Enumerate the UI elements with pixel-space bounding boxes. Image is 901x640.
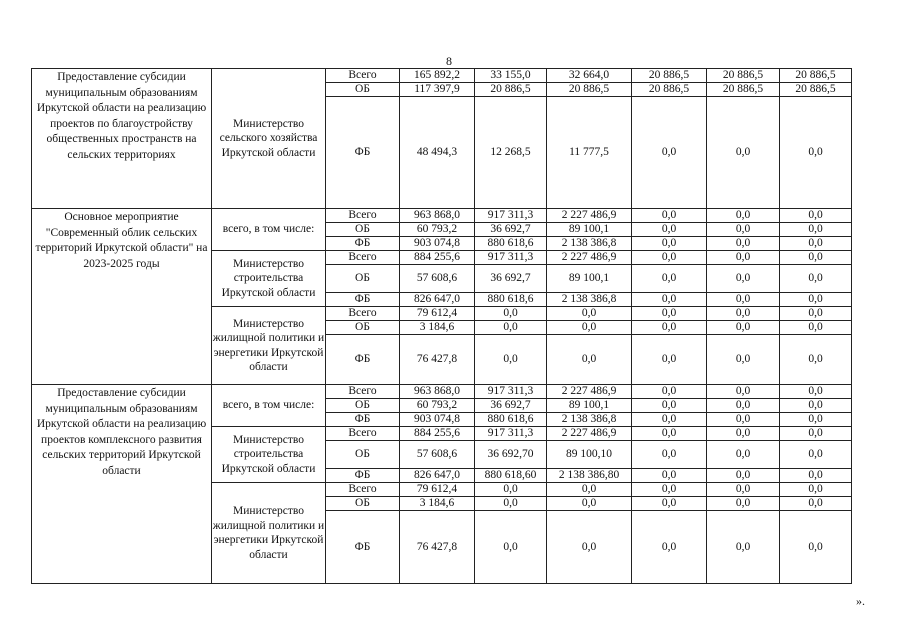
value-cell: 2 227 486,9 bbox=[547, 251, 632, 265]
value-cell: 0,0 bbox=[475, 321, 547, 335]
value-cell: 0,0 bbox=[707, 385, 780, 399]
value-cell: 0,0 bbox=[707, 335, 780, 385]
funding-source-cell: Всего bbox=[326, 427, 400, 441]
value-cell: 0,0 bbox=[780, 441, 852, 469]
funding-source-cell: ФБ bbox=[326, 469, 400, 483]
value-cell: 20 886,5 bbox=[475, 83, 547, 97]
value-cell: 917 311,3 bbox=[475, 385, 547, 399]
value-cell: 36 692,7 bbox=[475, 223, 547, 237]
value-cell: 0,0 bbox=[780, 237, 852, 251]
funding-source-cell: Всего bbox=[326, 385, 400, 399]
value-cell: 89 100,1 bbox=[547, 399, 632, 413]
value-cell: 826 647,0 bbox=[400, 293, 475, 307]
value-cell: 0,0 bbox=[632, 399, 707, 413]
value-cell: 2 227 486,9 bbox=[547, 427, 632, 441]
value-cell: 0,0 bbox=[632, 483, 707, 497]
budget-table bbox=[31, 68, 852, 584]
value-cell: 0,0 bbox=[780, 293, 852, 307]
value-cell: 20 886,5 bbox=[707, 69, 780, 83]
value-cell: 2 138 386,8 bbox=[547, 237, 632, 251]
value-cell: 165 892,2 bbox=[400, 69, 475, 83]
funding-source-cell: Всего bbox=[326, 307, 400, 321]
value-cell: 0,0 bbox=[707, 321, 780, 335]
value-cell: 0,0 bbox=[707, 251, 780, 265]
value-cell: 0,0 bbox=[547, 335, 632, 385]
value-cell: 89 100,1 bbox=[547, 223, 632, 237]
value-cell: 12 268,5 bbox=[475, 97, 547, 209]
value-cell: 0,0 bbox=[780, 385, 852, 399]
executor-cell: Министерство жилищной политики и энергетики Иркутской области bbox=[212, 307, 326, 385]
value-cell: 20 886,5 bbox=[632, 83, 707, 97]
funding-source-cell: ОБ bbox=[326, 497, 400, 511]
value-cell: 0,0 bbox=[707, 497, 780, 511]
value-cell: 2 138 386,80 bbox=[547, 469, 632, 483]
value-cell: 0,0 bbox=[707, 511, 780, 584]
value-cell: 57 608,6 bbox=[400, 265, 475, 293]
value-cell: 20 886,5 bbox=[632, 69, 707, 83]
page-number: 8 bbox=[446, 54, 452, 68]
funding-source-cell: ФБ bbox=[326, 237, 400, 251]
value-cell: 0,0 bbox=[707, 97, 780, 209]
value-cell: 79 612,4 bbox=[400, 483, 475, 497]
value-cell: 0,0 bbox=[475, 497, 547, 511]
value-cell: 0,0 bbox=[707, 223, 780, 237]
funding-source-cell: ОБ bbox=[326, 441, 400, 469]
value-cell: 903 074,8 bbox=[400, 413, 475, 427]
value-cell: 0,0 bbox=[547, 321, 632, 335]
funding-source-cell: Всего bbox=[326, 209, 400, 223]
value-cell: 36 692,70 bbox=[475, 441, 547, 469]
value-cell: 2 138 386,8 bbox=[547, 293, 632, 307]
value-cell: 2 227 486,9 bbox=[547, 209, 632, 223]
value-cell: 0,0 bbox=[707, 399, 780, 413]
value-cell: 963 868,0 bbox=[400, 385, 475, 399]
value-cell: 0,0 bbox=[632, 413, 707, 427]
value-cell: 2 138 386,8 bbox=[547, 413, 632, 427]
funding-source-cell: ОБ bbox=[326, 265, 400, 293]
table-row bbox=[32, 385, 852, 399]
value-cell: 0,0 bbox=[780, 307, 852, 321]
value-cell: 0,0 bbox=[632, 321, 707, 335]
value-cell: 0,0 bbox=[632, 511, 707, 584]
value-cell: 20 886,5 bbox=[707, 83, 780, 97]
value-cell: 20 886,5 bbox=[780, 69, 852, 83]
executor-cell: Министерство сельского хозяйства Иркутской области bbox=[212, 69, 326, 209]
value-cell: 0,0 bbox=[632, 209, 707, 223]
funding-source-cell: ОБ bbox=[326, 83, 400, 97]
value-cell: 0,0 bbox=[707, 293, 780, 307]
value-cell: 917 311,3 bbox=[475, 427, 547, 441]
value-cell: 0,0 bbox=[632, 427, 707, 441]
value-cell: 0,0 bbox=[780, 97, 852, 209]
value-cell: 0,0 bbox=[780, 209, 852, 223]
value-cell: 0,0 bbox=[707, 469, 780, 483]
value-cell: 0,0 bbox=[780, 413, 852, 427]
value-cell: 0,0 bbox=[780, 483, 852, 497]
value-cell: 0,0 bbox=[707, 413, 780, 427]
value-cell: 89 100,10 bbox=[547, 441, 632, 469]
value-cell: 60 793,2 bbox=[400, 223, 475, 237]
value-cell: 20 886,5 bbox=[780, 83, 852, 97]
value-cell: 79 612,4 bbox=[400, 307, 475, 321]
program-name-cell: Основное мероприятие "Современный облик сельских территорий Иркутской области" на 2023-2025 годы bbox=[32, 209, 212, 385]
value-cell: 0,0 bbox=[632, 307, 707, 321]
value-cell: 0,0 bbox=[632, 497, 707, 511]
value-cell: 0,0 bbox=[780, 427, 852, 441]
value-cell: 0,0 bbox=[632, 293, 707, 307]
value-cell: 0,0 bbox=[707, 209, 780, 223]
value-cell: 33 155,0 bbox=[475, 69, 547, 83]
value-cell: 48 494,3 bbox=[400, 97, 475, 209]
value-cell: 880 618,6 bbox=[475, 293, 547, 307]
value-cell: 0,0 bbox=[780, 321, 852, 335]
value-cell: 0,0 bbox=[632, 335, 707, 385]
value-cell: 0,0 bbox=[780, 335, 852, 385]
executor-cell: Министерство строительства Иркутской области bbox=[212, 251, 326, 307]
value-cell: 0,0 bbox=[707, 237, 780, 251]
value-cell: 880 618,60 bbox=[475, 469, 547, 483]
value-cell: 884 255,6 bbox=[400, 251, 475, 265]
executor-cell: Министерство строительства Иркутской области bbox=[212, 427, 326, 483]
value-cell: 826 647,0 bbox=[400, 469, 475, 483]
value-cell: 0,0 bbox=[632, 237, 707, 251]
closing-quote: ». bbox=[856, 594, 865, 608]
value-cell: 2 227 486,9 bbox=[547, 385, 632, 399]
value-cell: 36 692,7 bbox=[475, 265, 547, 293]
value-cell: 0,0 bbox=[547, 497, 632, 511]
value-cell: 36 692,7 bbox=[475, 399, 547, 413]
funding-source-cell: ФБ bbox=[326, 511, 400, 584]
executor-cell: Министерство жилищной политики и энергетики Иркутской области bbox=[212, 483, 326, 584]
value-cell: 0,0 bbox=[780, 265, 852, 293]
value-cell: 0,0 bbox=[780, 469, 852, 483]
value-cell: 0,0 bbox=[780, 497, 852, 511]
value-cell: 917 311,3 bbox=[475, 209, 547, 223]
funding-source-cell: ФБ bbox=[326, 293, 400, 307]
value-cell: 0,0 bbox=[780, 511, 852, 584]
value-cell: 0,0 bbox=[632, 265, 707, 293]
table-row bbox=[32, 209, 852, 223]
value-cell: 917 311,3 bbox=[475, 251, 547, 265]
program-name-cell: Предоставление субсидии муниципальным образованиям Иркутской области на реализацию проектов комплексного развития сельских территорий Иркутской области bbox=[32, 385, 212, 584]
funding-source-cell: Всего bbox=[326, 69, 400, 83]
value-cell: 0,0 bbox=[475, 511, 547, 584]
value-cell: 0,0 bbox=[707, 483, 780, 497]
value-cell: 0,0 bbox=[547, 483, 632, 497]
value-cell: 57 608,6 bbox=[400, 441, 475, 469]
value-cell: 903 074,8 bbox=[400, 237, 475, 251]
program-name-cell: Предоставление субсидии муниципальным образованиям Иркутской области на реализацию проектов по благоустройству общественных пространств на сельских территориях bbox=[32, 69, 212, 209]
value-cell: 11 777,5 bbox=[547, 97, 632, 209]
value-cell: 0,0 bbox=[475, 335, 547, 385]
value-cell: 0,0 bbox=[707, 307, 780, 321]
value-cell: 32 664,0 bbox=[547, 69, 632, 83]
value-cell: 0,0 bbox=[780, 251, 852, 265]
value-cell: 880 618,6 bbox=[475, 237, 547, 251]
value-cell: 0,0 bbox=[780, 223, 852, 237]
value-cell: 60 793,2 bbox=[400, 399, 475, 413]
funding-source-cell: ФБ bbox=[326, 413, 400, 427]
value-cell: 117 397,9 bbox=[400, 83, 475, 97]
funding-source-cell: ОБ bbox=[326, 399, 400, 413]
value-cell: 0,0 bbox=[475, 483, 547, 497]
value-cell: 0,0 bbox=[780, 399, 852, 413]
funding-source-cell: ОБ bbox=[326, 321, 400, 335]
value-cell: 3 184,6 bbox=[400, 321, 475, 335]
value-cell: 0,0 bbox=[632, 385, 707, 399]
value-cell: 0,0 bbox=[632, 441, 707, 469]
value-cell: 0,0 bbox=[547, 307, 632, 321]
table-row bbox=[32, 69, 852, 83]
funding-source-cell: Всего bbox=[326, 483, 400, 497]
value-cell: 0,0 bbox=[632, 469, 707, 483]
value-cell: 0,0 bbox=[707, 265, 780, 293]
funding-source-cell: ФБ bbox=[326, 97, 400, 209]
value-cell: 963 868,0 bbox=[400, 209, 475, 223]
value-cell: 0,0 bbox=[547, 511, 632, 584]
value-cell: 0,0 bbox=[707, 441, 780, 469]
value-cell: 880 618,6 bbox=[475, 413, 547, 427]
value-cell: 0,0 bbox=[632, 97, 707, 209]
value-cell: 89 100,1 bbox=[547, 265, 632, 293]
executor-cell: всего, в том числе: bbox=[212, 209, 326, 251]
value-cell: 0,0 bbox=[707, 427, 780, 441]
value-cell: 76 427,8 bbox=[400, 511, 475, 584]
executor-cell: всего, в том числе: bbox=[212, 385, 326, 427]
funding-source-cell: ОБ bbox=[326, 223, 400, 237]
value-cell: 0,0 bbox=[475, 307, 547, 321]
value-cell: 884 255,6 bbox=[400, 427, 475, 441]
value-cell: 76 427,8 bbox=[400, 335, 475, 385]
funding-source-cell: Всего bbox=[326, 251, 400, 265]
value-cell: 0,0 bbox=[632, 251, 707, 265]
value-cell: 20 886,5 bbox=[547, 83, 632, 97]
value-cell: 0,0 bbox=[632, 223, 707, 237]
funding-source-cell: ФБ bbox=[326, 335, 400, 385]
value-cell: 3 184,6 bbox=[400, 497, 475, 511]
